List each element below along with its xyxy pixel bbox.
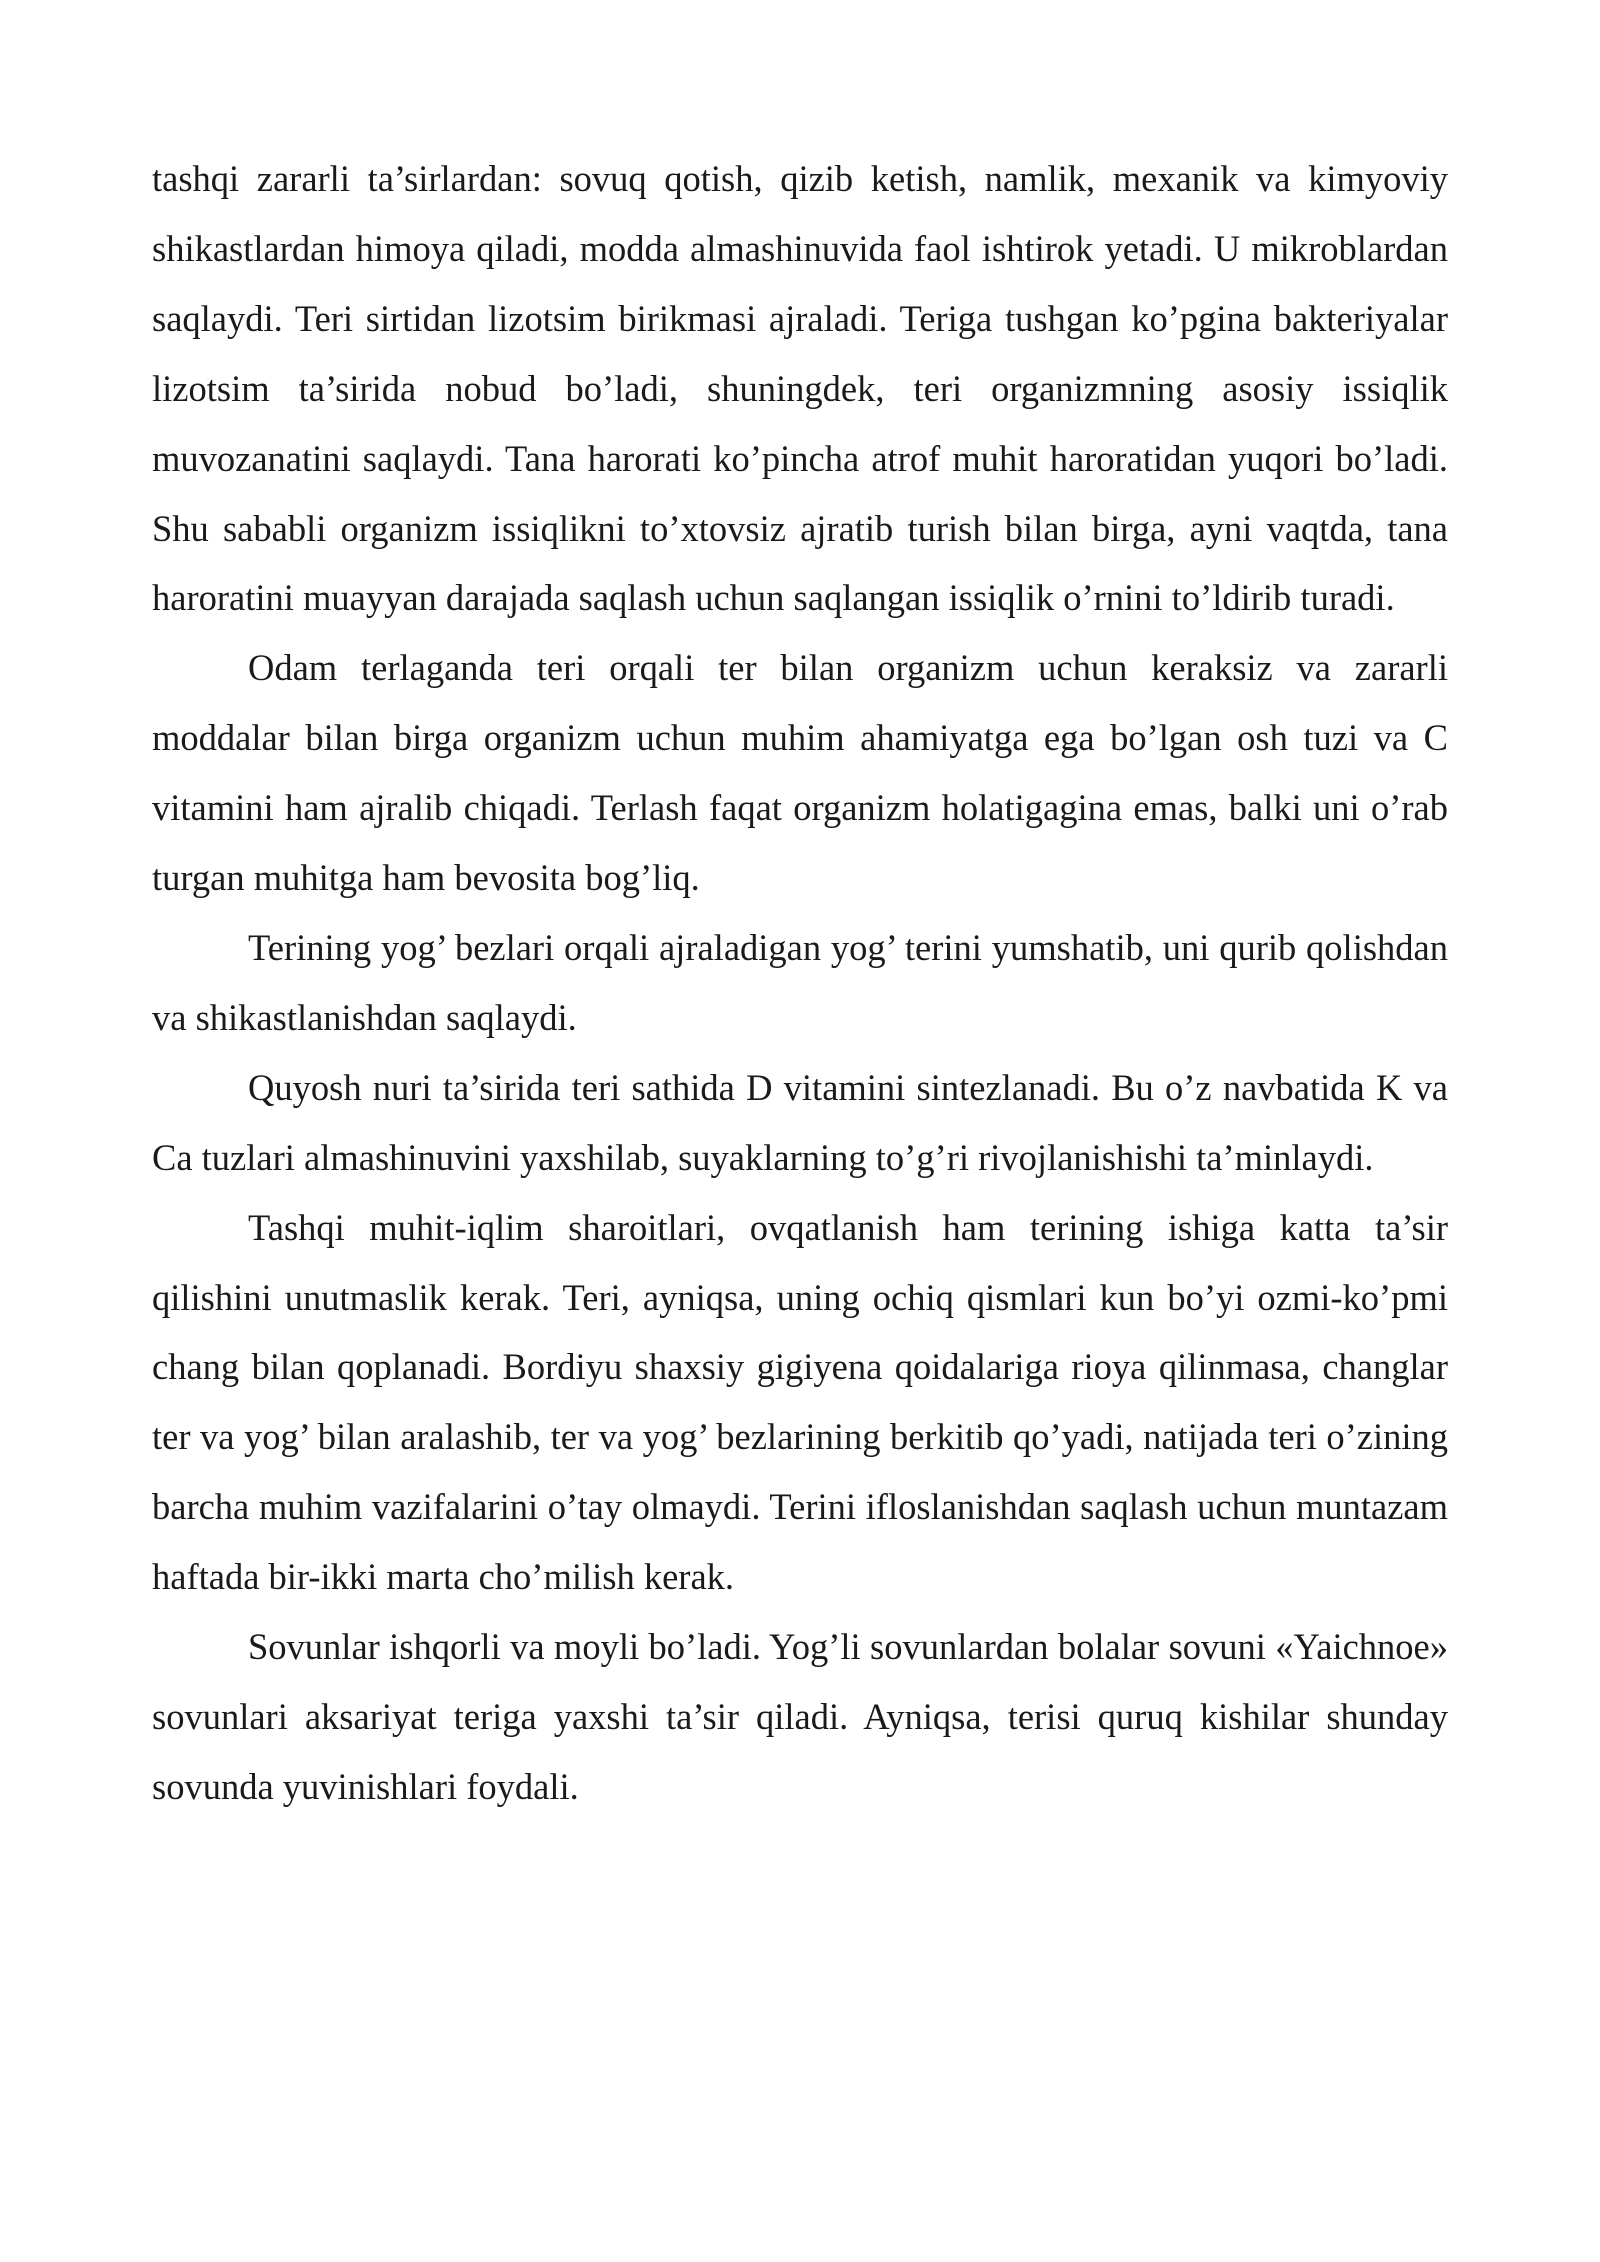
- paragraph-sweating: Odam terlaganda teri orqali ter bilan organizm uchun keraksiz va zararli moddalar bilan birga organizm uchun muhim ahamiyatga ega bo’lgan osh tuzi va C vitamini ham ajralib chiqadi. Terlash faqat organizm holatigagina emas, balki uni o’rab turgan muhitga ham bevosita bog’liq.: [152, 647, 1448, 899]
- paragraph-skin-protection: tashqi zararli ta’sirlardan: sovuq qotish, qizib ketish, namlik, mexanik va kimyoviy shikastlardan himoya qiladi, modda almashinuvida faol ishtirok yetadi. U mikroblardan saqlaydi. Teri sirtidan lizotsim birikmasi ajraladi. Teriga tushgan ko’pgina bakteriyalar lizotsim ta’sirida nobud bo’ladi, shuningdek, teri organizmning asosiy issiqlik muvozanatini saqlaydi. Tana harorati ko’pincha atrof muhit haroratidan yuqori bo’ladi. Shu sababli organizm issiqlikni to’xtovsiz ajratib turish bilan birga, ayni vaqtda, tana haroratini muayyan darajada saqlash uchun saqlangan issiqlik o’rnini to’ldirib turadi.: [152, 158, 1448, 619]
- paragraph-hygiene: Tashqi muhit-iqlim sharoitlari, ovqatlanish ham terining ishiga katta ta’sir qilishini unutmaslik kerak. Teri, ayniqsa, uning ochiq qismlari kun bo’yi ozmi-ko’pmi chang bilan qoplanadi. Bordiyu shaxsiy gigiyena qoidalariga rioya qilinmasa, changlar ter va yog’ bilan aralashib, ter va yog’ bezlarining berkitib qo’yadi, natijada teri o’zining barcha muhim vazifalarini o’tay olmaydi. Terini ifloslanishdan saqlash uchun muntazam haftada bir-ikki marta cho’milish kerak.: [152, 1206, 1448, 1598]
- body-text: [152, 144, 1448, 1822]
- paragraph-soaps: Sovunlar ishqorli va moyli bo’ladi. Yog’li sovunlardan bolalar sovuni «Yaichnoe» sovunlari aksariyat teriga yaxshi ta’sir qiladi. Ayniqsa, terisi quruq kishilar shunday sovunda yuvinishlari foydali.: [152, 1626, 1448, 1807]
- paragraph-sebaceous-glands: Terining yog’ bezlari orqali ajraladigan yog’ terini yumshatib, uni qurib qolishdan va shikastlanishdan saqlaydi.: [152, 926, 1448, 1038]
- paragraph-vitamin-d: Quyosh nuri ta’sirida teri sathida D vitamini sintezlanadi. Bu o’z navbatida K va Ca tuzlari almashinuvini yaxshilab, suyaklarning to’g’ri rivojlanishishi ta’minlaydi.: [152, 1066, 1448, 1178]
